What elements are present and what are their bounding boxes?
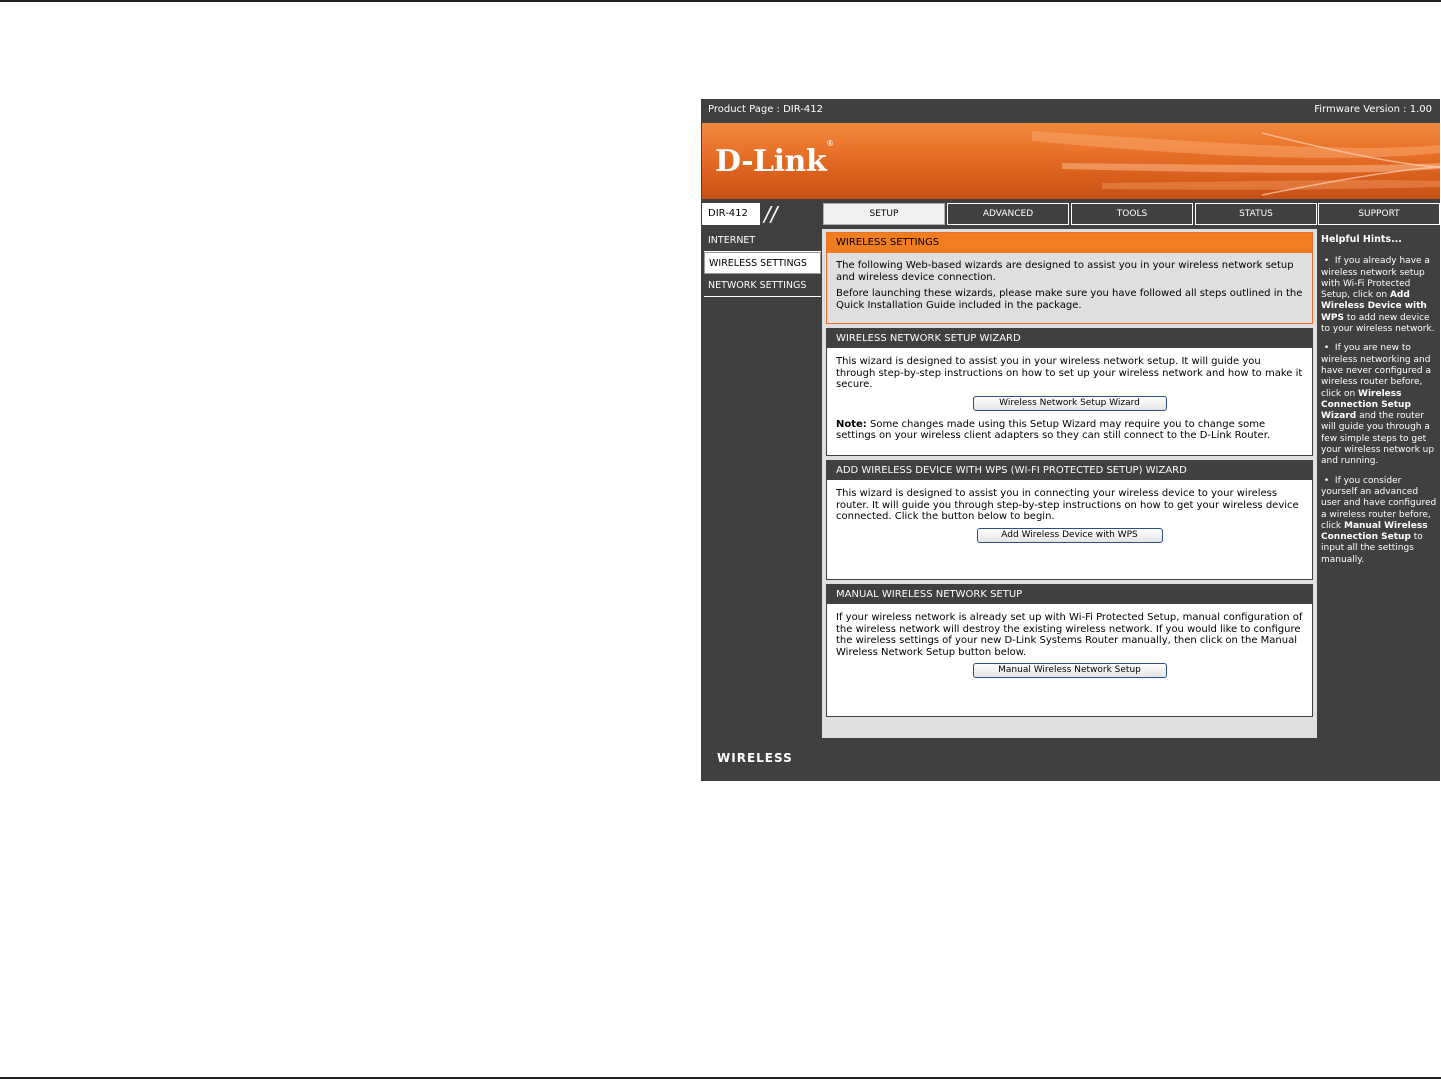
hints-title: Helpful Hints... [1321,234,1402,245]
wps-description: This wizard is designed to assist you in connecting your wireless device to your wireless router. It will guide you through step-by-step instructions on how to get your wireless device connected. Click the button below to begin. [836,488,1299,522]
model-label: DIR-412 [702,203,760,225]
wireless-settings-intro [826,232,1313,324]
wps-section-title: ADD WIRELESS DEVICE WITH WPS (WI-FI PROTECTED SETUP) WIZARD [827,461,1312,480]
wireless-setup-wizard-section [826,328,1313,456]
sidebar-item-wireless-settings[interactable]: WIRELESS SETTINGS [704,252,821,274]
tab-advanced[interactable]: ADVANCED [947,203,1069,225]
product-page-label: Product Page : DIR-412 [708,104,823,115]
tab-tools[interactable]: TOOLS [1071,203,1193,225]
note-label: Note: [836,418,867,430]
wps-wizard-section [826,460,1313,580]
firmware-version-label: Firmware Version : 1.00 [1314,104,1432,115]
hint-bullet-3: • [1323,475,1330,486]
helpful-hints-panel [1318,229,1440,738]
wizard-note [836,419,1303,442]
footer-bar [702,739,1440,781]
wireless-network-setup-wizard-button[interactable]: Wireless Network Setup Wizard [973,396,1167,411]
manual-section-title: MANUAL WIRELESS NETWORK SETUP [827,585,1312,604]
router-admin-screenshot [701,99,1440,781]
hint-bullet-2: • [1323,343,1330,354]
main-content [822,229,1317,738]
hint-3: • If you consider yourself an advanced user and have configured a wireless router before, click Manual Wireless Connection Setup to input all the settings manually. [1321,475,1437,565]
footer-wireless-label: WIRELESS [717,751,793,765]
product-bar [701,99,1440,120]
manual-wireless-network-setup-button[interactable]: Manual Wireless Network Setup [973,663,1167,678]
hint-1: • If you already have a wireless network setup with Wi-Fi Protected Setup, click on Add Wireless Device with WPS to add new device to your wireless network. [1321,256,1435,335]
wizard-section-title: WIRELESS NETWORK SETUP WIZARD [827,329,1312,348]
sidebar-item-network-settings[interactable]: NETWORK SETTINGS [704,275,821,297]
sidebar-item-internet[interactable]: INTERNET [704,230,821,252]
wizard-description: This wizard is designed to assist you in your wireless network setup. It will guide you through step-by-step instructions on how to set up your wireless network and how to make it secure. [836,356,1303,390]
tab-support[interactable]: SUPPORT [1318,203,1440,225]
tab-setup[interactable]: SETUP [823,203,945,225]
add-wireless-device-wps-button[interactable]: Add Wireless Device with WPS [977,528,1163,543]
hint-bullet-1: • [1323,256,1330,267]
note-text: Some changes made using this Setup Wizard may require you to change some settings on your wireless client adapters so they can still connect to the D-Link Router. [836,418,1271,441]
sidebar [702,229,821,738]
hint-2: • If you are new to wireless networking and have never configured a wireless router before, click on Wireless Connection Setup Wizard and the router will guide you through a few simple steps to get your wireless network up and running. [1321,343,1435,467]
intro-paragraph-2: Before launching these wizards, please make sure you have followed all steps outlined in the Quick Installation Guide included in the package. [836,288,1303,311]
manual-setup-section [826,584,1313,717]
tab-status[interactable]: STATUS [1195,203,1317,225]
model-slashes: // [764,202,778,226]
page-bottom-rule [0,1077,1441,1079]
intro-paragraph-1: The following Web-based wizards are designed to assist you in your wireless network setup and wireless device connection. [836,260,1294,283]
manual-description: If your wireless network is already set up with Wi-Fi Protected Setup, manual configuration of the wireless network will destroy the existing wireless network. If you would like to configure the wireless settings of your new D-Link Systems Router manually, then click on the Manual Wireless Network Setup button below. [836,612,1303,658]
dlink-banner [702,123,1440,199]
page-top-rule [0,0,1441,2]
dlink-logo: D-Link® [715,139,834,179]
intro-title: WIRELESS SETTINGS [827,233,1312,253]
